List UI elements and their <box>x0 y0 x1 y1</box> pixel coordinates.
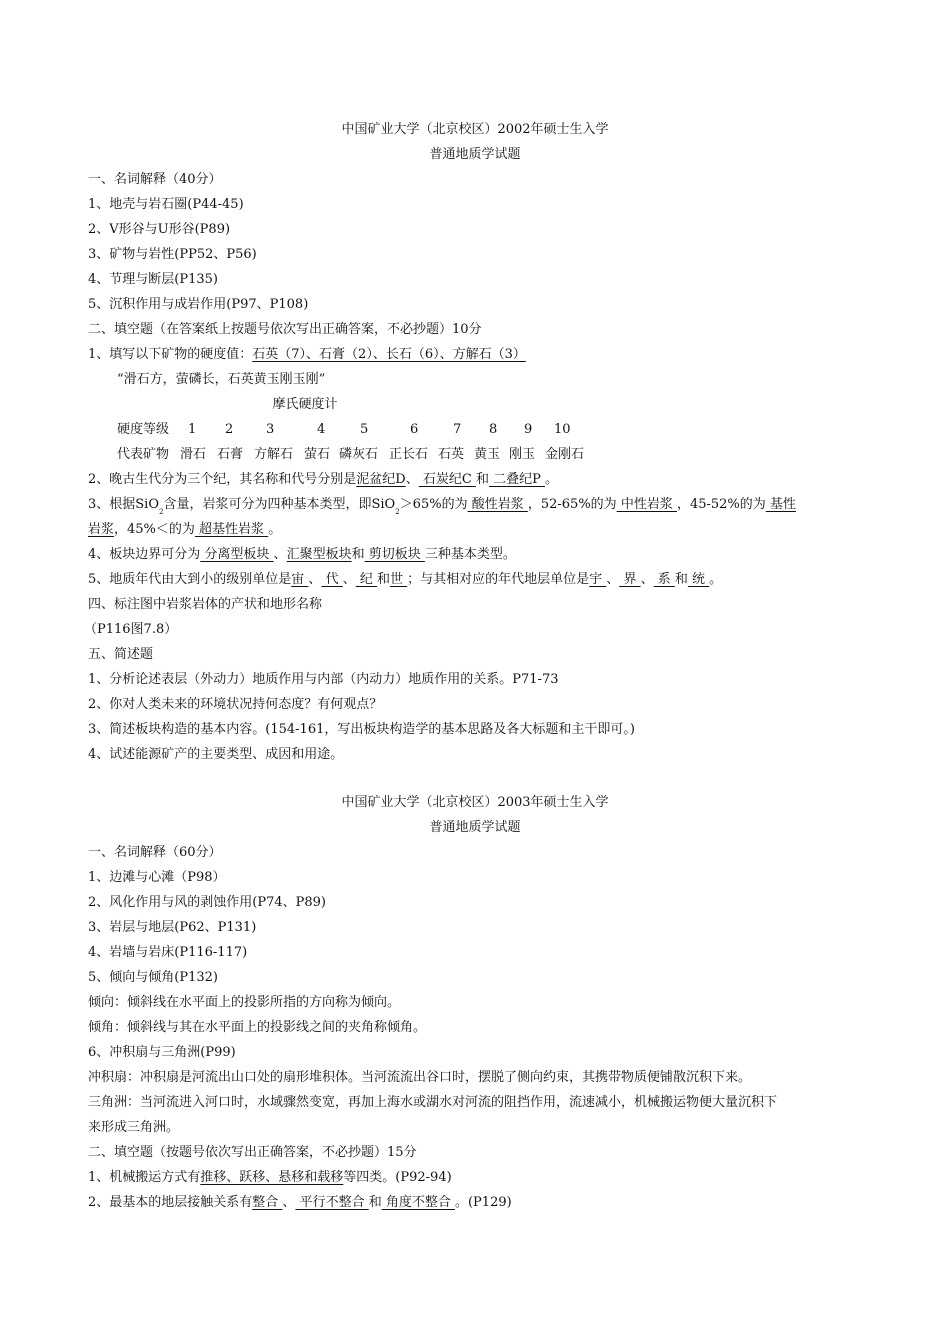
q5-answer: 宇 <box>589 572 607 587</box>
doc1-q2 <box>88 471 558 489</box>
q5-answer: 系 <box>653 572 675 587</box>
mohs-mineral: 磷灰石 <box>339 447 379 462</box>
doc1-section2-heading: 二、填空题（在答案纸上按题号依次写出正确答案，不必抄题）10分 <box>88 322 482 337</box>
q5-text: ；与其相对应的年代地层单位是 <box>407 572 590 587</box>
q5-answer: 统 <box>687 572 710 587</box>
q5-answer: 纪 <box>355 572 377 587</box>
doc2-line: 三角洲：当河流进入河口时，水域骤然变宽，再加上海水或湖水对河流的阻挡作用，流速减小，机械搬运物便大量沉积下 <box>88 1095 778 1110</box>
mohs-mineral: 石膏 <box>217 447 244 462</box>
q1-answer: 石英（7）、石膏（2）、长石（6）、方解石（3） <box>252 347 526 362</box>
q3-text: ，45-52%的为 <box>676 497 766 512</box>
q5-sep: 、 <box>308 572 322 587</box>
mohs-mineral: 滑石 <box>180 447 207 462</box>
doc1-essay-item: 1、分析论述表层（外动力）地质作用与内部（内动力）地质作用的关系。P71-73 <box>88 672 559 687</box>
doc1-q1 <box>88 346 526 364</box>
mohs-title: 摩氏硬度计 <box>272 397 338 412</box>
q4-answer: 汇聚型板块 <box>286 547 352 562</box>
doc2-line: 2、风化作用与风的剥蚀作用(P74、P89) <box>88 895 326 910</box>
doc2-section1-heading: 一、名词解释（60分） <box>88 845 222 860</box>
mohs-number: 4 <box>317 422 326 437</box>
q3-text: ＞65%的为 <box>399 497 468 512</box>
doc1-section1-heading: 一、名词解释（40分） <box>88 172 222 187</box>
mohs-mineral: 方解石 <box>254 447 294 462</box>
doc2-q2 <box>88 1194 512 1212</box>
doc1-q4 <box>88 546 516 564</box>
doc1-term-item: 4、节理与断层(P135) <box>88 272 218 287</box>
mohs-mineral: 金刚石 <box>545 447 585 462</box>
mohs-number: 10 <box>554 422 571 437</box>
doc1-essay-item: 2、你对人类未来的环境状况持何态度？有何观点？ <box>88 697 383 712</box>
doc1-q5 <box>88 571 722 589</box>
mohs-number-row <box>117 421 717 439</box>
doc2-line: 倾角：倾斜线与其在水平面上的投影线之间的夹角称倾角。 <box>88 1020 427 1035</box>
q3-answer: 超基性岩浆 <box>194 522 269 537</box>
q5-prompt: 5、地质年代由大到小的级别单位是 <box>88 572 292 587</box>
mohs-number: 9 <box>524 422 533 437</box>
q4-sep: 和 <box>351 547 365 562</box>
doc2-q2-answer: 角度不整合 <box>381 1195 455 1210</box>
q3-answer: 基性 <box>765 497 796 512</box>
mohs-number: 7 <box>453 422 462 437</box>
mohs-mineral: 刚玉 <box>509 447 536 462</box>
doc1-term-item: 3、矿物与岩性(PP52、P56) <box>88 247 257 262</box>
doc2-q2-answer: 整合 <box>252 1195 283 1210</box>
q5-answer: 宙 <box>291 572 309 587</box>
doc1-term-item: 2、V形谷与U形谷(P89) <box>88 222 231 237</box>
doc2-line: 冲积扇：冲积扇是河流出山口处的扇形堆积体。当河流流出谷口时，摆脱了侧向约束，其携带物质便铺散沉积下来。 <box>88 1070 752 1085</box>
q4-answer: 分离型板块 <box>200 547 274 562</box>
doc1-term-item: 5、沉积作用与成岩作用(P97、P108) <box>88 297 309 312</box>
q3-text: 含量，岩浆可分为四种基本类型，即SiO <box>163 497 396 512</box>
q5-answer: 代 <box>321 572 343 587</box>
q2-end: 。 <box>544 472 558 487</box>
doc2-line: 1、边滩与心滩（P98） <box>88 870 226 885</box>
mohs-mineral: 黄玉 <box>474 447 501 462</box>
q5-answer: 界 <box>619 572 641 587</box>
doc1-q3-cont <box>88 521 281 539</box>
doc2-title: 中国矿业大学（北京校区）2003年硕士生入学 <box>341 795 609 810</box>
mohs-mineral: 萤石 <box>304 447 331 462</box>
doc2-line: 倾向：倾斜线在水平面上的投影所指的方向称为倾向。 <box>88 995 401 1010</box>
mohs-label: 代表矿物 <box>117 447 170 462</box>
doc2-q1 <box>88 1169 452 1187</box>
doc2-section2-heading: 二、填空题（按题号依次写出正确答案，不必抄题）15分 <box>88 1145 417 1160</box>
doc2-q2-answer: 平行不整合 <box>295 1195 369 1210</box>
mohs-mineral-row <box>117 446 717 464</box>
q5-sep: 、 <box>640 572 654 587</box>
doc2-q1-answer: 推移、跃移、悬移和载移 <box>200 1170 344 1185</box>
doc2-line: 5、倾向与倾角(P132) <box>88 970 218 985</box>
q3-answer: 中性岩浆 <box>616 497 677 512</box>
doc1-q3 <box>88 496 796 521</box>
doc2-line: 6、冲积扇与三角洲(P99) <box>88 1045 236 1060</box>
q5-answer: 世 <box>390 572 408 587</box>
q3-end: 。 <box>268 522 282 537</box>
mohs-number: 1 <box>188 422 197 437</box>
doc1-section4-ref: （P116图7.8） <box>84 622 178 637</box>
q3-subscript: 2 <box>395 508 400 516</box>
q2-sep: 和 <box>475 472 489 487</box>
q3-text: ，52-65%的为 <box>527 497 617 512</box>
q5-sep: 、 <box>606 572 620 587</box>
doc1-essay-item: 4、试述能源矿产的主要类型、成因和用途。 <box>88 747 344 762</box>
mnemonic: “滑石方，萤磷长，石英黄玉刚玉刚” <box>117 372 326 387</box>
doc2-q2-sep: 、 <box>282 1195 296 1210</box>
doc2-q2-sep: 和 <box>368 1195 382 1210</box>
q5-sep: 、 <box>342 572 356 587</box>
q2-answer: 泥盆纪D <box>356 472 406 487</box>
mohs-number: 6 <box>410 422 419 437</box>
doc1-essay-item: 3、简述板块构造的基本内容。(154-161，写出板块构造学的基本思路及各大标题和主干即可。) <box>88 722 635 737</box>
q2-answer: 二叠纪P <box>488 472 545 487</box>
mohs-label: 硬度等级 <box>117 422 170 437</box>
doc1-subtitle: 普通地质学试题 <box>429 147 521 162</box>
doc1-section5-heading: 五、简述题 <box>88 647 154 662</box>
doc1-title: 中国矿业大学（北京校区）2002年硕士生入学 <box>341 122 609 137</box>
doc2-subtitle: 普通地质学试题 <box>429 820 521 835</box>
q3-subscript: 2 <box>159 508 164 516</box>
doc1-term-item: 1、地壳与岩石圈(P44-45) <box>88 197 244 212</box>
doc2-q2-prompt: 2、最基本的地层接触关系有 <box>88 1195 253 1210</box>
doc2-q1-end: 等四类。(P92-94) <box>343 1170 452 1185</box>
q3-answer: 岩浆 <box>88 522 115 537</box>
mohs-number: 5 <box>360 422 369 437</box>
q3-text: ，45%＜的为 <box>114 522 195 537</box>
q4-end: 三种基本类型。 <box>424 547 516 562</box>
q3-text: 3、根据SiO <box>88 497 159 512</box>
q2-prompt: 2、晚古生代分为三个纪，其名称和代号分别是 <box>88 472 357 487</box>
doc2-q1-prompt: 1、机械搬运方式有 <box>88 1170 201 1185</box>
q1-prompt: 1、填写以下矿物的硬度值： <box>88 347 253 362</box>
mohs-number: 3 <box>266 422 275 437</box>
q5-end: 。 <box>709 572 723 587</box>
doc2-line: 来形成三角洲。 <box>88 1120 180 1135</box>
mohs-number: 2 <box>225 422 234 437</box>
q4-sep: 、 <box>273 547 287 562</box>
doc2-line: 3、岩层与地层(P62、P131) <box>88 920 257 935</box>
q5-sep: 和 <box>674 572 688 587</box>
q3-answer: 酸性岩浆 <box>467 497 528 512</box>
q5-sep: 和 <box>376 572 390 587</box>
mohs-mineral: 正长石 <box>389 447 429 462</box>
doc2-line: 4、岩墙与岩床(P116-117) <box>88 945 248 960</box>
doc1-section4-heading: 四、标注图中岩浆岩体的产状和地形名称 <box>88 597 323 612</box>
q2-answer: 石炭纪C <box>418 472 476 487</box>
q4-answer: 剪切板块 <box>364 547 425 562</box>
q2-sep: 、 <box>405 472 419 487</box>
q4-prompt: 4、板块边界可分为 <box>88 547 201 562</box>
doc2-q2-end: 。(P129) <box>454 1195 512 1210</box>
mohs-number: 8 <box>489 422 498 437</box>
mohs-mineral: 石英 <box>438 447 465 462</box>
